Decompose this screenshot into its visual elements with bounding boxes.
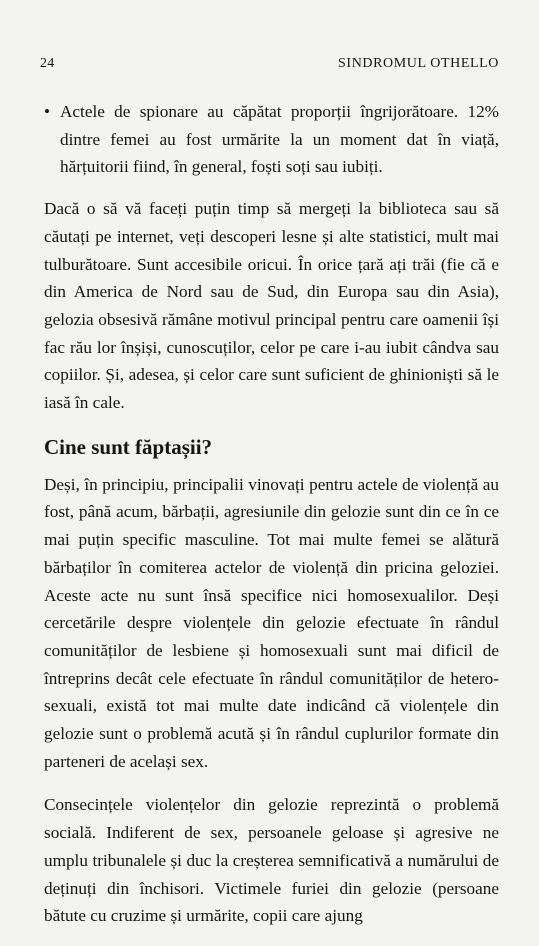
page-header <box>40 56 499 78</box>
bullet-paragraph: Actele de spionare au căpătat proporții îngrijorătoare. 12% dintre femei au fost urmărite la un moment dat în viață, hărțuitorii fiind, în general, foști soți sau iubiți. <box>60 102 499 177</box>
bullet-icon: • <box>44 102 50 121</box>
bullet-list-item <box>44 98 499 181</box>
body-paragraph-perpetrators: Deși, în principiu, principalii vinovați pentru actele de violență au fost, până acum, bărbații, agresiunile din gelozie sunt din ce în ce mai puțin specific masculine. Tot mai multe femei se alătură bărbaților în comiterea actelor de violență din pricina geloziei. Aceste acte nu sunt însă specifice nici homosexualilor. Deși cercetările despre violențele din gelozie efectuate în rândul comunităților de lesbiene și homosexuali sunt mai dificil de întreprins decât cele efectuate în rândul comunităților de heterosexuali, există tot mai multe date indicând că violențele din gelozie sunt o problemă acută și în rândul cuplurilor formate din parteneri de același sex. <box>44 474 499 771</box>
body-paragraph-consequences: Consecințele violențelor din gelozie reprezintă o problemă socială. Indiferent de sex, persoanele geloase și agresive ne umplu tribunalele și duc la creșterea semnificativă a numărului de deținuți din închisori. Victimele furiei din gelozie (persoane bătute cu cruzime și urmărite, copii care ajung <box>44 795 499 926</box>
page-body <box>44 98 499 946</box>
section-heading: Cine sunt făptașii? <box>44 434 213 459</box>
page-number: 24 <box>40 56 55 71</box>
running-title: SINDROMUL OTHELLO <box>338 56 499 71</box>
body-paragraph-statistics: Dacă o să vă faceți puțin timp să mergeți la biblioteca sau să căutați pe internet, veți descoperi lesne și alte statistici, mult mai tulburătoare. Sunt accesibile oricui. În orice țară ați trăi (fie că e din America de Nord sau de Sud, din Europa sau din Asia), gelozia obsesivă rămâne motivul principal pentru care oamenii își fac rău lor înșiși, cunoscuților, celor pe care i-au iubit cândva sau copiilor. Și, adesea, și celor care sunt suficient de ghinioniști să le iasă în cale. <box>44 199 499 413</box>
